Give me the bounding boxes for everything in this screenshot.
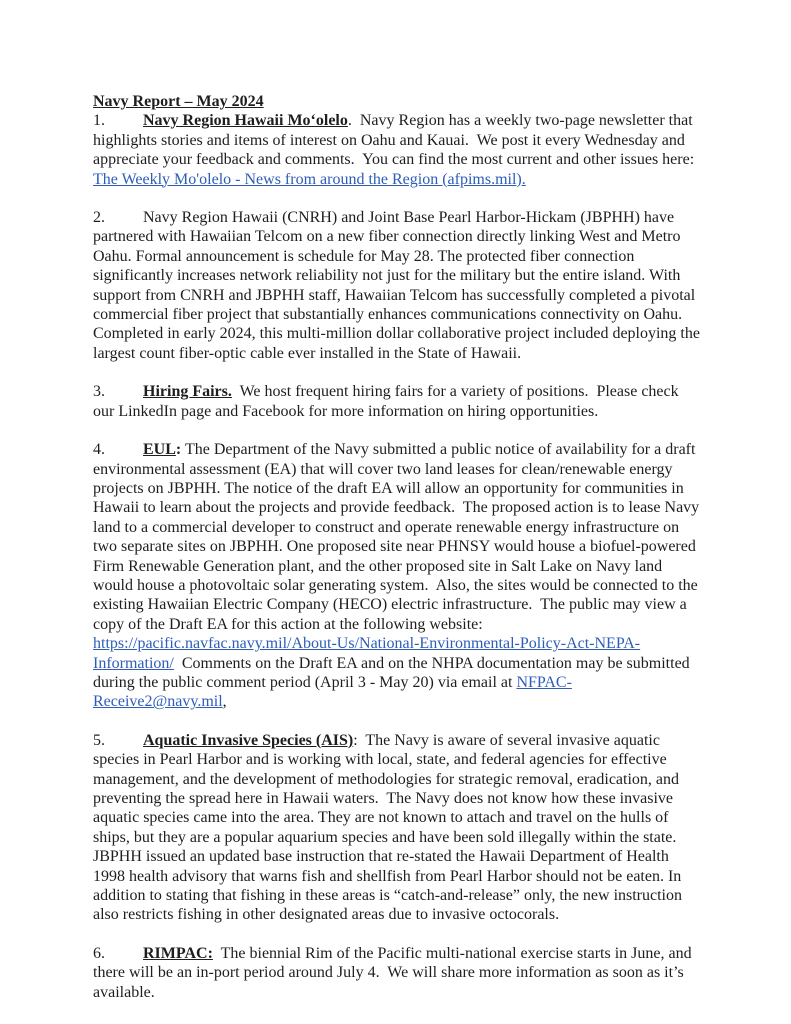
text-run: The Department of the Navy submitted a public notice of availability for a draft environmental assessment (EA) that will cover two land leases for clean/renewable energy projects on JBPHH. The notice of the draft EA will allow an opportunity for communities in Hawaii to learn about the projects and provide feedback. The proposed action is to lease Navy land to a commercial developer to construct and operate renewable energy infrastructure on two separate sites on JBPHH. One proposed site near PHNSY would house a biofuel-powered Firm Renewable Generation plant, and the other proposed site in Salt Lake on Navy land would house a photovoltaic solar generating system. Also, the sites would be connected to the existing Hawaiian Electric Company (HECO) electric infrastructure. The public may view a copy of the Draft EA for this action at the following website: xyxy=(93,441,704,633)
paragraph-heading: EUL xyxy=(143,441,176,459)
text-run: Comments on the Draft EA and on the NHPA documentation may be submitted during the public comment period (April 3 - May 20) via email at xyxy=(93,654,694,691)
paragraph-number: 3. xyxy=(93,383,105,401)
paragraph-number: 5. xyxy=(93,731,105,749)
hyperlink[interactable]: https://pacific.navfac.navy.mil/About-Us/National-Environmental-Policy-Act-NEPA-Information/ xyxy=(93,635,641,672)
text-run: . Navy Region has a weekly two-page newsletter that highlights stories and items of interest on Oahu and Kauai. We post it every Wednesday and appreciate your feedback and comments. You can find the most current and other issues here: xyxy=(93,112,702,169)
paragraph xyxy=(93,440,704,712)
paragraph-number: 2. xyxy=(93,209,105,227)
paragraph xyxy=(93,111,701,189)
paragraph-number: 1. xyxy=(93,112,105,130)
text-run: : xyxy=(175,441,182,459)
hyperlink[interactable]: NFPAC-Receive2@navy.mil xyxy=(93,673,572,711)
text-run: Navy Region Hawaii (CNRH) and Joint Base Pearl Harbor-Hickam (JBPHH) have partnered with Hawaiian Telcom on a new fiber connection directly linking West and Metro Oahu. Formal announcement is schedule for May 28. The protected fiber connection significantly increases network reliability not just for the military but the entire island. With support from CNRH and JBPHH staff, Hawaiian Telcom has successfully completed a pivotal commercial fiber project that substantially enhances communications connectivity on Oahu. Completed in early 2024, this multi-million dollar collaborative project included deploying the largest count fiber-optic cable ever installed in the State of Hawaii. xyxy=(93,209,704,362)
paragraph xyxy=(93,944,701,1002)
paragraph xyxy=(93,382,701,421)
paragraph-heading: Navy Region Hawaii Moʻolelo xyxy=(143,112,348,130)
text-run: The biennial Rim of the Pacific multi-national exercise starts in June, and there will be an in-port period around July 4. We will share more information as soon as it’s available. xyxy=(93,944,696,1001)
text-run: , xyxy=(222,693,227,711)
paragraph-heading: Aquatic Invasive Species (AIS) xyxy=(143,731,354,749)
paragraph xyxy=(93,208,704,363)
paragraph-number: 6. xyxy=(93,944,105,962)
paragraph xyxy=(93,731,701,925)
paragraph-heading: Hiring Fairs. xyxy=(143,383,232,401)
document-title: Navy Report – May 2024 xyxy=(93,93,264,110)
text-run: We host frequent hiring fairs for a variety of positions. Please check our LinkedIn page and Facebook for more information on hiring opportunities. xyxy=(93,383,683,420)
paragraph-heading: RIMPAC: xyxy=(143,944,213,962)
document-body xyxy=(93,111,704,1002)
paragraph-number: 4. xyxy=(93,441,105,459)
hyperlink[interactable]: The Weekly Mo'olelo - News from around the Region (afpims.mil). xyxy=(93,170,526,188)
text-run: : The Navy is aware of several invasive aquatic species in Pearl Harbor and is working with local, state, and federal agencies for effective management, and the development of methodologies for strategic removal, eradication, and preventing the spread here in Hawaii waters. The Navy does not know how these invasive aquatic species came into the area. They are not known to attach and travel on the hulls of ships, but they are a popular aquarium species and have been sold illegally within the state. JBPHH issued an updated base instruction that re-stated the Hawaii Department of Health 1998 health advisory that warns fish and shellfish from Pearl Harbor should not be eaten. In addition to stating that fishing in these areas is “catch-and-release” only, the new instruction also restricts fishing in other designated areas due to invasive octocorals. xyxy=(93,731,686,924)
